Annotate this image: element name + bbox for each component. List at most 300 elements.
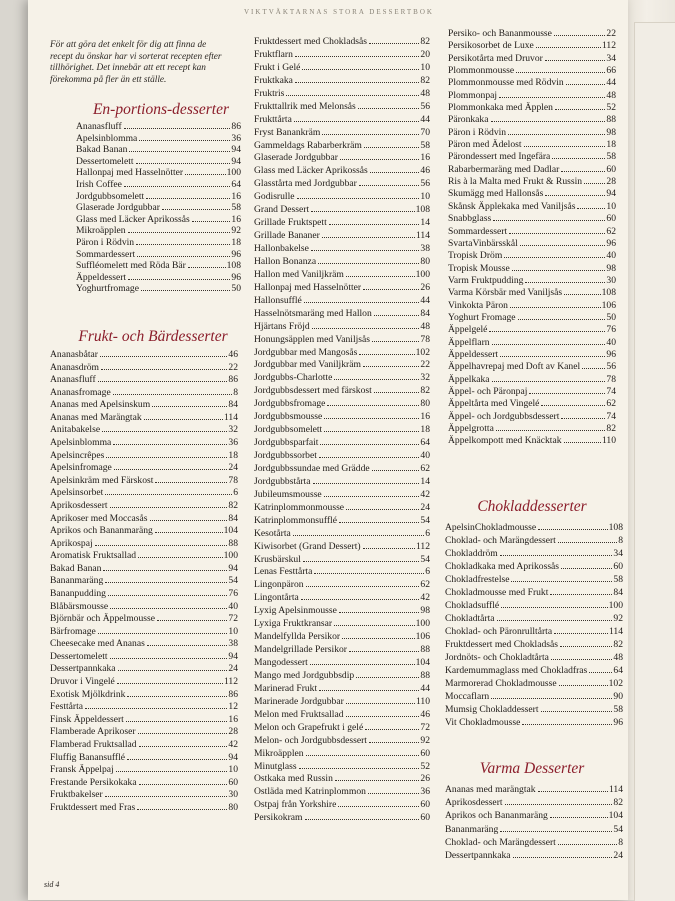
leader-dots bbox=[318, 263, 419, 264]
leader-dots bbox=[561, 418, 605, 419]
recipe-name: Tropisk Dröm bbox=[448, 250, 503, 262]
leader-dots bbox=[103, 570, 227, 571]
leader-dots bbox=[138, 557, 223, 558]
recipe-name: Aprikos och Bananmaräng bbox=[445, 810, 548, 822]
recipe-name: Jordgubbar med Vaniljkräm bbox=[254, 359, 361, 371]
recipe-name: Hallonpaj med Hasselnötter bbox=[254, 281, 362, 293]
index-entry bbox=[445, 823, 623, 836]
page-ref: 96 bbox=[606, 237, 616, 249]
leader-dots bbox=[188, 267, 226, 268]
page-ref: 16 bbox=[231, 213, 241, 225]
recipe-name: Kiwisorbet (Grand Dessert) bbox=[254, 540, 361, 552]
leader-dots bbox=[155, 532, 223, 533]
index-entry bbox=[448, 435, 616, 447]
page-ref: 110 bbox=[415, 695, 430, 707]
page-ref: 22 bbox=[420, 359, 430, 371]
index-entry bbox=[448, 250, 616, 262]
page-ref: 44 bbox=[420, 294, 430, 306]
index-entry bbox=[254, 554, 430, 567]
index-entry bbox=[445, 521, 623, 534]
index-entry bbox=[254, 49, 430, 62]
recipe-name: SvartaVinbärsskål bbox=[448, 237, 518, 249]
page-ref: 62 bbox=[420, 462, 430, 474]
leader-dots bbox=[491, 121, 606, 122]
leader-dots bbox=[369, 742, 419, 743]
index-entry bbox=[76, 249, 241, 261]
recipe-name: Päron i Rödvin bbox=[448, 126, 507, 138]
recipe-name: Fruktris bbox=[254, 87, 285, 99]
index-entry bbox=[254, 114, 430, 127]
recipe-name: Krusbärskul bbox=[254, 553, 301, 565]
index-entry bbox=[76, 156, 241, 168]
index-entry bbox=[76, 121, 241, 133]
index-entry bbox=[50, 588, 238, 601]
recipe-name: Jordgubbssorbet bbox=[254, 450, 317, 461]
recipe-name: Frestande Persikokaka bbox=[50, 776, 137, 788]
recipe-name: Katrinplommonsufflé bbox=[254, 514, 337, 526]
page-ref: 56 bbox=[606, 361, 616, 373]
page-ref: 100 bbox=[608, 600, 623, 611]
leader-dots bbox=[499, 97, 605, 98]
leader-dots bbox=[113, 444, 227, 445]
index-entry bbox=[50, 601, 238, 614]
index-entry bbox=[76, 225, 241, 237]
page-ref: 30 bbox=[606, 274, 616, 286]
leader-dots bbox=[489, 331, 605, 332]
recipe-name: Persikokram bbox=[254, 812, 303, 824]
leader-dots bbox=[346, 703, 415, 704]
recipe-name: Varma Körsbär med Vaniljsås bbox=[448, 287, 563, 299]
leader-dots bbox=[538, 529, 607, 530]
index-entry bbox=[448, 300, 616, 312]
leader-dots bbox=[505, 804, 613, 805]
page-ref: 60 bbox=[420, 747, 430, 759]
index-entry bbox=[254, 437, 430, 450]
page-ref: 108 bbox=[415, 204, 430, 216]
index-entry bbox=[254, 748, 430, 761]
leader-dots bbox=[363, 289, 419, 290]
recipe-name: Glaserade Jordgubbar bbox=[76, 202, 160, 214]
leader-dots bbox=[363, 366, 419, 367]
leader-dots bbox=[95, 545, 228, 546]
page-ref: 62 bbox=[606, 225, 616, 237]
leader-dots bbox=[346, 276, 415, 277]
index-entry bbox=[448, 90, 616, 102]
index-entry bbox=[76, 283, 241, 295]
index-entry bbox=[448, 176, 616, 188]
list-enportion bbox=[76, 121, 241, 295]
index-entry bbox=[445, 651, 623, 664]
index-entry bbox=[254, 398, 430, 411]
page-ref: 114 bbox=[608, 784, 623, 795]
leader-dots bbox=[504, 257, 605, 258]
leader-dots bbox=[536, 47, 601, 48]
leader-dots bbox=[113, 394, 232, 395]
leader-dots bbox=[141, 290, 230, 291]
page-ref: 74 bbox=[606, 385, 616, 397]
leader-dots bbox=[324, 496, 420, 497]
index-entry bbox=[50, 563, 238, 576]
recipe-name: Chokladfrestelse bbox=[445, 574, 510, 585]
page-ref: 16 bbox=[231, 190, 241, 202]
leader-dots bbox=[339, 612, 420, 613]
leader-dots bbox=[299, 768, 420, 769]
page-ref: 28 bbox=[228, 726, 238, 738]
recipe-name: Bananmaräng bbox=[50, 575, 104, 587]
page-ref: 104 bbox=[608, 810, 623, 822]
page-ref: 72 bbox=[420, 721, 430, 733]
leader-dots bbox=[356, 677, 419, 678]
index-entry bbox=[445, 586, 623, 599]
leader-dots bbox=[305, 819, 420, 820]
page-ref: 82 bbox=[613, 797, 623, 809]
recipe-name: Glass med Läcker Aprikossås bbox=[76, 213, 190, 225]
index-entry bbox=[50, 349, 238, 362]
leader-dots bbox=[311, 250, 420, 251]
recipe-name: Hallon Bonanza bbox=[254, 255, 317, 267]
index-entry bbox=[76, 133, 241, 145]
page-ref: 58 bbox=[420, 139, 430, 151]
index-entry bbox=[448, 102, 616, 114]
leader-dots bbox=[105, 494, 232, 495]
leader-dots bbox=[302, 69, 419, 70]
index-entry bbox=[445, 836, 623, 849]
leader-dots bbox=[497, 620, 613, 621]
leader-dots bbox=[564, 294, 600, 295]
index-entry bbox=[50, 739, 238, 752]
leader-dots bbox=[561, 568, 612, 569]
section-title-varma: Varma Desserter bbox=[479, 760, 585, 777]
recipe-name: Äppelgelé bbox=[448, 324, 488, 336]
recipe-name: Persikotårta med Druvor bbox=[448, 52, 543, 64]
page-ref: 112 bbox=[223, 676, 238, 688]
page-ref: 82 bbox=[420, 385, 430, 397]
index-entry bbox=[448, 65, 616, 77]
page-ref: 94 bbox=[231, 155, 241, 167]
index-entry bbox=[445, 534, 623, 547]
recipe-name: Ananasbåtar bbox=[50, 349, 98, 360]
recipe-name: Mandelfyllda Persikor bbox=[254, 631, 341, 643]
page-ref: 40 bbox=[228, 600, 238, 612]
page-ref: 96 bbox=[231, 271, 241, 283]
page-ref: 102 bbox=[415, 346, 430, 358]
recipe-name: Jordgubbs-Charlotte bbox=[254, 372, 333, 384]
index-entry bbox=[254, 165, 430, 178]
page-ref: 56 bbox=[420, 178, 430, 190]
page-ref: 6 bbox=[425, 527, 430, 539]
recipe-name: Moccaflarn bbox=[445, 691, 490, 702]
leader-dots bbox=[561, 171, 605, 172]
leader-dots bbox=[114, 469, 228, 470]
recipe-name: Aromatisk Fruktsallad bbox=[50, 550, 137, 562]
page-ref: 32 bbox=[420, 372, 430, 384]
page-ref: 18 bbox=[606, 139, 616, 151]
recipe-name: Jordgubbsomelett bbox=[76, 190, 145, 202]
leader-dots bbox=[524, 146, 606, 147]
leader-dots bbox=[508, 134, 605, 135]
leader-dots bbox=[493, 220, 605, 221]
page-ref: 88 bbox=[420, 644, 430, 656]
recipe-name: Anitabakelse bbox=[50, 424, 101, 436]
page-ref: 64 bbox=[420, 437, 430, 449]
recipe-name: Ananas med Apelsinskum bbox=[50, 399, 151, 411]
page-ref: 64 bbox=[613, 665, 623, 676]
page-ref: 46 bbox=[228, 349, 238, 360]
recipe-name: Äppeltårta med Vingelé bbox=[448, 398, 540, 410]
page-ref: 72 bbox=[228, 613, 238, 625]
index-entry bbox=[50, 538, 238, 551]
page-ref: 40 bbox=[606, 336, 616, 348]
leader-dots bbox=[370, 172, 420, 173]
page-ref: 96 bbox=[606, 348, 616, 360]
page-ref: 80 bbox=[228, 801, 238, 813]
recipe-name: Varm Fruktpudding bbox=[448, 274, 524, 286]
recipe-name: Chokladdröm bbox=[445, 548, 498, 559]
recipe-name: Björnbär och Äppelmousse bbox=[50, 613, 155, 625]
recipe-name: Mumsig Chokladdessert bbox=[445, 704, 539, 715]
leader-dots bbox=[100, 356, 227, 357]
recipe-name: Hallonbakelse bbox=[254, 243, 309, 254]
recipe-name: Fransk Äppelpaj bbox=[50, 764, 114, 776]
index-entry bbox=[448, 423, 616, 435]
recipe-name: Glass med Läcker Aprikossås bbox=[254, 165, 368, 177]
index-entry bbox=[50, 689, 238, 702]
index-entry bbox=[254, 618, 430, 631]
recipe-name: Glaserade Jordgubbar bbox=[254, 152, 338, 164]
page-ref: 44 bbox=[420, 113, 430, 125]
page-ref: 8 bbox=[618, 836, 623, 848]
leader-dots bbox=[128, 279, 230, 280]
index-entry bbox=[50, 437, 238, 450]
page-ref: 20 bbox=[420, 48, 430, 60]
leader-dots bbox=[319, 457, 420, 458]
page-ref: 78 bbox=[228, 474, 238, 486]
page-ref: 92 bbox=[420, 734, 430, 746]
index-entry bbox=[50, 802, 238, 815]
recipe-name: Sommardessert bbox=[448, 225, 508, 237]
index-entry bbox=[254, 735, 430, 748]
recipe-name: Äppel- och Päronpaj bbox=[448, 385, 528, 397]
recipe-name: Yoghurt Fromage bbox=[448, 311, 516, 323]
leader-dots bbox=[552, 158, 605, 159]
page-ref: 100 bbox=[226, 167, 241, 179]
page-ref: 66 bbox=[606, 65, 616, 77]
index-entry bbox=[254, 243, 430, 256]
list-frukt bbox=[50, 349, 238, 814]
index-entry bbox=[254, 217, 430, 230]
recipe-name: Marinerade Jordgubbar bbox=[254, 695, 344, 707]
recipe-name: Apelsinsorbet bbox=[50, 487, 104, 499]
index-entry bbox=[254, 644, 430, 657]
page-ref: 92 bbox=[613, 613, 623, 624]
recipe-name: Persiko- och Bananmousse bbox=[448, 28, 552, 39]
leader-dots bbox=[303, 561, 420, 562]
index-entry bbox=[50, 764, 238, 777]
page-ref: 94 bbox=[228, 751, 238, 763]
recipe-name: Apelsincrêpes bbox=[50, 449, 105, 461]
index-entry bbox=[254, 256, 430, 269]
leader-dots bbox=[98, 633, 228, 634]
leader-dots bbox=[368, 793, 419, 794]
recipe-name: Jubileumsmousse bbox=[254, 488, 322, 500]
page-ref: 48 bbox=[420, 320, 430, 332]
page-ref: 114 bbox=[223, 411, 238, 423]
page-ref: 84 bbox=[613, 587, 623, 598]
recipe-name: Dessertpannkaka bbox=[445, 849, 511, 861]
index-entry bbox=[50, 575, 238, 588]
page-ref: 42 bbox=[420, 592, 430, 604]
index-entry bbox=[254, 334, 430, 347]
recipe-name: Glasstårta med Jordgubbar bbox=[254, 178, 357, 190]
recipe-name: Grillade Fruktspett bbox=[254, 217, 327, 229]
index-entry bbox=[445, 638, 623, 651]
index-entry bbox=[445, 703, 623, 716]
index-entry bbox=[448, 263, 616, 275]
leader-dots bbox=[372, 470, 420, 471]
leader-dots bbox=[105, 796, 228, 797]
leader-dots bbox=[155, 482, 227, 483]
recipe-name: Mango med Jordgubbsdip bbox=[254, 669, 355, 681]
leader-dots bbox=[137, 256, 230, 257]
recipe-name: Katrinplommonmousse bbox=[254, 501, 345, 513]
page-ref: 94 bbox=[231, 144, 241, 156]
leader-dots bbox=[374, 315, 420, 316]
index-entry bbox=[50, 399, 238, 412]
leader-dots bbox=[560, 646, 612, 647]
index-entry bbox=[254, 463, 430, 476]
page-ref: 106 bbox=[601, 299, 616, 311]
index-entry bbox=[76, 167, 241, 179]
leader-dots bbox=[139, 784, 228, 785]
index-entry bbox=[76, 260, 241, 272]
recipe-name: Ananas med marängtak bbox=[445, 784, 536, 795]
index-entry bbox=[50, 374, 238, 387]
recipe-name: Choklad- och Marängdessert bbox=[445, 836, 556, 848]
leader-dots bbox=[297, 198, 420, 199]
index-entry bbox=[445, 625, 623, 638]
recipe-name: Jordgubbsparfait bbox=[254, 437, 319, 449]
page-ref: 114 bbox=[415, 230, 430, 242]
recipe-name: Irish Coffee bbox=[76, 178, 122, 190]
page-ref: 58 bbox=[613, 574, 623, 585]
leader-dots bbox=[295, 82, 420, 83]
index-entry bbox=[448, 114, 616, 126]
leader-dots bbox=[295, 56, 420, 57]
leader-dots bbox=[124, 186, 230, 187]
recipe-name: Fruktbakelser bbox=[50, 789, 103, 801]
recipe-name: Fluffig Banansufflé bbox=[50, 751, 126, 763]
page-ref: 10 bbox=[420, 191, 430, 203]
recipe-name: Sommardessert bbox=[76, 248, 136, 260]
leader-dots bbox=[529, 393, 605, 394]
index-entry bbox=[50, 362, 238, 375]
index-entry bbox=[50, 424, 238, 437]
leader-dots bbox=[555, 109, 605, 110]
recipe-name: Frukttårta bbox=[254, 113, 292, 125]
index-entry bbox=[254, 502, 430, 515]
page-ref: 60 bbox=[606, 163, 616, 175]
index-entry bbox=[445, 783, 623, 796]
index-entry bbox=[448, 151, 616, 163]
recipe-name: Hallonpaj med Hasselnötter bbox=[76, 167, 184, 179]
leader-dots bbox=[516, 72, 605, 73]
index-entry bbox=[445, 849, 623, 862]
page-ref: 96 bbox=[231, 248, 241, 260]
index-entry bbox=[254, 36, 430, 49]
page-ref: 98 bbox=[606, 126, 616, 138]
index-entry bbox=[448, 53, 616, 65]
index-entry bbox=[254, 204, 430, 217]
leader-dots bbox=[492, 344, 606, 345]
page-ref: 24 bbox=[613, 849, 623, 861]
page-ref: 34 bbox=[613, 548, 623, 559]
leader-dots bbox=[314, 573, 424, 574]
index-entry bbox=[448, 213, 616, 225]
leader-dots bbox=[306, 586, 420, 587]
leader-dots bbox=[312, 328, 420, 329]
page-ref: 44 bbox=[420, 682, 430, 694]
index-entry bbox=[448, 337, 616, 349]
recipe-name: Lyxiga Fruktkransar bbox=[254, 618, 333, 630]
index-entry bbox=[448, 188, 616, 200]
page-ref: 64 bbox=[231, 178, 241, 190]
page-ref: 60 bbox=[420, 812, 430, 824]
recipe-name: Choklad- och Marängdessert bbox=[445, 535, 556, 546]
recipe-name: Suffléomelett med Röda Bär bbox=[76, 260, 186, 272]
recipe-name: Fryst Banankräm bbox=[254, 126, 321, 138]
page-ref: 14 bbox=[420, 217, 430, 229]
page-ref: 92 bbox=[231, 225, 241, 237]
index-entry bbox=[254, 566, 430, 579]
leader-dots bbox=[518, 319, 606, 320]
recipe-name: Lyxig Apelsinmousse bbox=[254, 605, 337, 617]
page-ref: 28 bbox=[606, 176, 616, 188]
leader-dots bbox=[108, 595, 227, 596]
recipe-name: Ananasdröm bbox=[50, 361, 100, 373]
page-ref: 78 bbox=[606, 373, 616, 385]
index-entry bbox=[254, 359, 430, 372]
recipe-name: Melon med Fruktsallad bbox=[254, 708, 344, 720]
recipe-name: Päronkaka bbox=[448, 114, 489, 126]
page-ref: 78 bbox=[420, 333, 430, 345]
page-ref: 82 bbox=[420, 74, 430, 86]
leader-dots bbox=[522, 724, 612, 725]
index-entry bbox=[254, 528, 430, 541]
recipe-name: Jordgubbssundae med Grädde bbox=[254, 462, 370, 474]
recipe-name: Plommonkaka med Äpplen bbox=[448, 102, 553, 114]
index-entry bbox=[254, 127, 430, 140]
index-entry bbox=[254, 62, 430, 75]
leader-dots bbox=[564, 442, 601, 443]
page-ref: 30 bbox=[228, 789, 238, 801]
leader-dots bbox=[577, 208, 605, 209]
recipe-name: Plommonmousse med Rödvin bbox=[448, 77, 564, 89]
index-entry bbox=[254, 476, 430, 489]
page-ref: 88 bbox=[228, 537, 238, 549]
page-ref: 58 bbox=[613, 704, 623, 715]
leader-dots bbox=[541, 405, 605, 406]
page-ref: 80 bbox=[420, 255, 430, 267]
page-ref: 106 bbox=[415, 631, 430, 643]
leader-dots bbox=[584, 183, 605, 184]
index-entry bbox=[254, 773, 430, 786]
page-ref: 94 bbox=[228, 650, 238, 662]
recipe-name: Vinkokta Päron bbox=[448, 299, 508, 311]
page-ref: 100 bbox=[415, 268, 430, 280]
index-entry bbox=[448, 287, 616, 299]
leader-dots bbox=[144, 419, 223, 420]
recipe-name: Mikroäpplen bbox=[76, 225, 126, 237]
